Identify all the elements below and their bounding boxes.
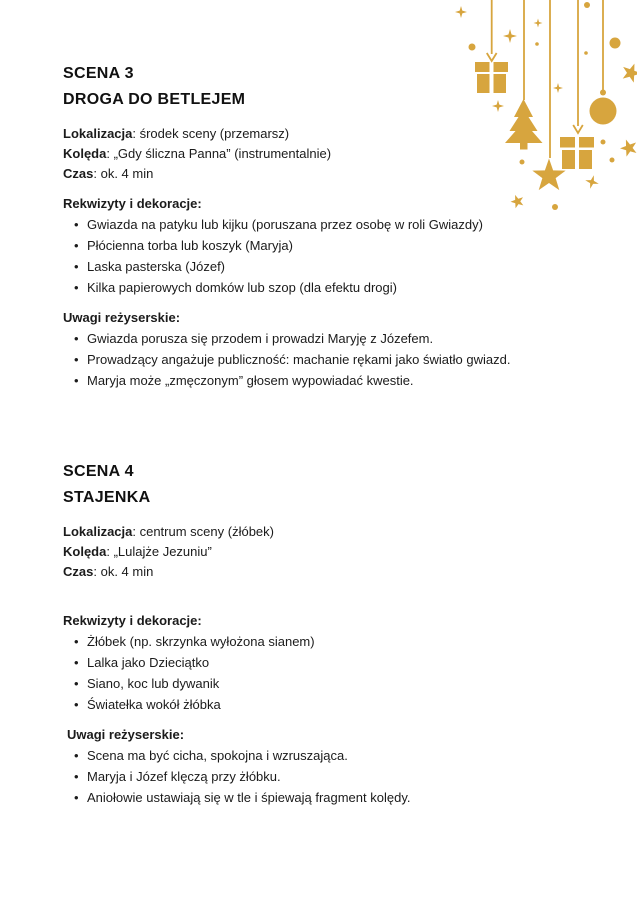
note-item: • Prowadzący angażuje publiczność: machanie rękami jako światło gwiazd. [87,349,568,370]
scene-section-4 [63,459,568,808]
meta-label: Czas [63,166,94,181]
note-item: • Maryja może „zmęczonym” głosem wypowiadać kwestie. [87,370,568,391]
meta-line-carol [63,542,568,562]
scene-name: STAJENKA [63,489,151,506]
meta-line-time [63,164,568,184]
notes-heading: Uwagi reżyserskie: [63,310,181,325]
meta-label: Kolęda [63,544,107,559]
scene-section-3 [63,61,568,391]
props-list [63,214,568,298]
meta-value: : środek sceny (przemarsz) [132,126,290,141]
prop-item: • Żłóbek (np. skrzynka wyłożona sianem) [87,631,568,652]
scene-meta [63,124,568,184]
meta-value: : ok. 4 min [93,166,154,181]
meta-line-location [63,124,568,144]
meta-value: : centrum sceny (żłóbek) [132,524,274,539]
props-heading: Rekwizyty i dekoracje: [63,613,202,628]
scene-number: SCENA 3 [63,65,134,82]
meta-value: : „Gdy śliczna Panna” (instrumentalnie) [106,146,332,161]
document-content [63,61,568,808]
meta-line-carol [63,144,568,164]
prop-item: • Lalka jako Dzieciątko [87,652,568,673]
meta-value: : ok. 4 min [93,564,154,579]
meta-label: Lokalizacja [63,524,133,539]
props-list [63,631,568,715]
prop-item: • Siano, koc lub dywanik [87,673,568,694]
meta-value: : „Lulajże Jezuniu” [106,544,212,559]
meta-line-location [63,522,568,542]
meta-label: Kolęda [63,146,107,161]
meta-label: Czas [63,564,94,579]
notes-heading: Uwagi reżyserskie: [67,727,185,742]
prop-item: • Kilka papierowych domków lub szop (dla efektu drogi) [87,277,568,298]
prop-item: • Płócienna torba lub koszyk (Maryja) [87,235,568,256]
meta-label: Lokalizacja [63,126,133,141]
note-item: • Maryja i Józef klęczą przy żłóbku. [87,766,568,787]
scene-name: DROGA DO BETLEJEM [63,91,246,108]
scene-meta [63,522,568,582]
scene-number: SCENA 4 [63,463,134,480]
notes-list [63,328,568,391]
note-item: • Scena ma być cicha, spokojna i wzruszająca. [87,745,568,766]
scene-title [63,61,568,113]
prop-item: • Światełka wokół żłóbka [87,694,568,715]
bauble-icon [590,90,617,125]
props-heading: Rekwizyty i dekoracje: [63,196,202,211]
prop-item: • Laska pasterska (Józef) [87,256,568,277]
note-item: • Gwiazda porusza się przodem i prowadzi Maryję z Józefem. [87,328,568,349]
scene-title [63,459,568,511]
prop-item: • Gwiazda na patyku lub kijku (poruszana przez osobę w roli Gwiazdy) [87,214,568,235]
notes-list [63,745,568,808]
meta-line-time [63,562,568,582]
note-item: • Aniołowie ustawiają się w tle i śpiewają fragment kolędy. [87,787,568,808]
